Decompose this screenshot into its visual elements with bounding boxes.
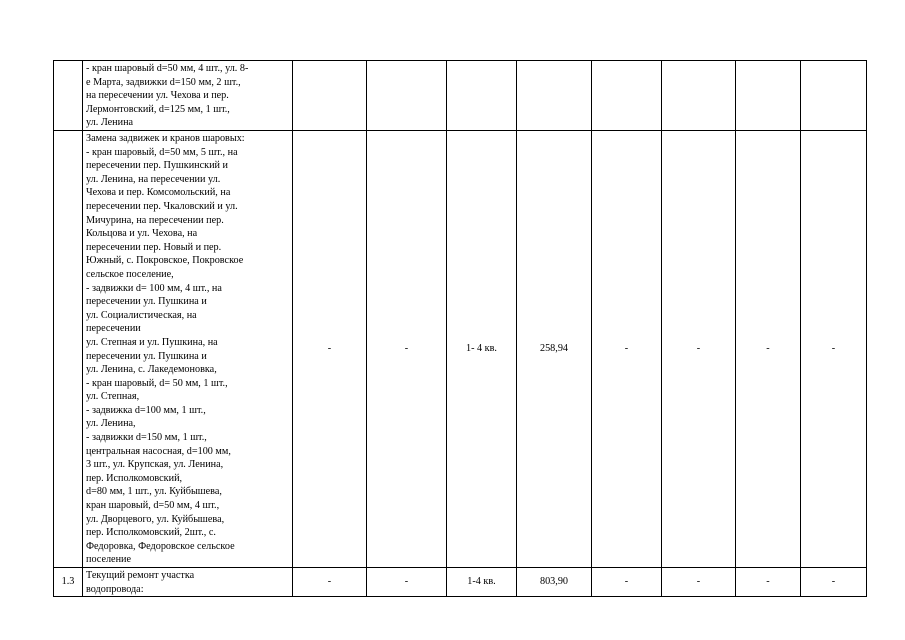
description-line: пер. Исполкомовский, 2шт., с. bbox=[86, 527, 216, 539]
value-cell-2 bbox=[367, 61, 447, 131]
value-cell-5 bbox=[592, 61, 662, 131]
table-row bbox=[54, 61, 867, 131]
description-line: пересечении пер. Новый и пер. bbox=[86, 241, 222, 253]
description-line: Замена задвижек и кранов шаровых: bbox=[86, 133, 245, 144]
description-line: ул. Степная, bbox=[86, 391, 140, 403]
value-cell-7: - bbox=[736, 131, 801, 568]
description-line: - задвижки d= 100 мм, 4 шт., на bbox=[86, 282, 222, 294]
description-line: пер. Исполкомовский, bbox=[86, 472, 183, 484]
row-number-cell: 1.3 bbox=[54, 568, 83, 597]
description-line: пересечении пер. Чкаловский и ул. bbox=[86, 200, 238, 212]
value-cell-8: - bbox=[801, 131, 867, 568]
row-number-cell bbox=[54, 131, 83, 568]
description-cell bbox=[83, 131, 293, 568]
description-line: Текущий ремонт участка bbox=[86, 570, 195, 581]
description-line: Лермонтовский, d=125 мм, 1 шт., bbox=[86, 103, 230, 115]
description-line: - кран шаровый d=50 мм, 4 шт., ул. 8- bbox=[86, 63, 249, 74]
value-cell-3: 1- 4 кв. bbox=[447, 131, 517, 568]
description-line: поселение bbox=[86, 554, 131, 566]
value-cell-3 bbox=[447, 61, 517, 131]
value-cell-8: - bbox=[801, 568, 867, 597]
description-line: Кольцова и ул. Чехова, на bbox=[86, 228, 198, 240]
value-cell-8 bbox=[801, 61, 867, 131]
description-line: водопровода: bbox=[86, 583, 144, 595]
value-cell-5: - bbox=[592, 131, 662, 568]
value-cell-7 bbox=[736, 61, 801, 131]
description-line: ул. Дворцевого, ул. Куйбышева, bbox=[86, 513, 225, 525]
value-cell-6: - bbox=[662, 568, 736, 597]
description-line: пересечении bbox=[86, 323, 141, 335]
description-line: на пересечении ул. Чехова и пер. bbox=[86, 90, 229, 102]
description-line: е Марта, задвижки d=150 мм, 2 шт., bbox=[86, 76, 241, 88]
description-line: Мичурина, на пересечении пер. bbox=[86, 214, 224, 226]
value-cell-4: 803,90 bbox=[517, 568, 592, 597]
value-cell-1: - bbox=[293, 568, 367, 597]
description-line: пересечении пер. Пушкинский и bbox=[86, 160, 228, 172]
description-line: ул. Ленина, на пересечении ул. bbox=[86, 173, 221, 185]
description-line: d=80 мм, 1 шт., ул. Куйбышева, bbox=[86, 486, 222, 498]
value-cell-4: 258,94 bbox=[517, 131, 592, 568]
description-line: - задвижки d=150 мм, 1 шт., bbox=[86, 432, 207, 444]
value-cell-7: - bbox=[736, 568, 801, 597]
description-line: ул. Степная и ул. Пушкина, на bbox=[86, 336, 218, 348]
description-cell bbox=[83, 568, 293, 597]
description-line: - задвижка d=100 мм, 1 шт., bbox=[86, 404, 206, 416]
description-line: ул. Ленина, bbox=[86, 418, 136, 430]
description-line: ул. Социалистическая, на bbox=[86, 309, 197, 321]
description-line: центральная насосная, d=100 мм, bbox=[86, 445, 231, 457]
value-cell-2: - bbox=[367, 131, 447, 568]
value-cell-3: 1-4 кв. bbox=[447, 568, 517, 597]
description-line: Чехова и пер. Комсомольский, на bbox=[86, 187, 231, 199]
row-number-cell bbox=[54, 61, 83, 131]
description-cell bbox=[83, 61, 293, 131]
description-line: ул. Ленина bbox=[86, 117, 134, 129]
value-cell-6 bbox=[662, 61, 736, 131]
description-line: ул. Ленина, с. Лакедемоновка, bbox=[86, 364, 217, 376]
value-cell-1: - bbox=[293, 131, 367, 568]
description-line: - кран шаровый, d= 50 мм, 1 шт., bbox=[86, 377, 228, 389]
value-cell-5: - bbox=[592, 568, 662, 597]
document-table bbox=[53, 60, 867, 597]
description-line: пересечении ул. Пушкина и bbox=[86, 350, 207, 362]
description-line: пересечении ул. Пушкина и bbox=[86, 296, 207, 308]
value-cell-1 bbox=[293, 61, 367, 131]
value-cell-4 bbox=[517, 61, 592, 131]
value-cell-2: - bbox=[367, 568, 447, 597]
description-line: Южный, с. Покровское, Покровское bbox=[86, 255, 244, 267]
table-row bbox=[54, 568, 867, 597]
description-line: - кран шаровый, d=50 мм, 5 шт., на bbox=[86, 146, 238, 158]
value-cell-6: - bbox=[662, 131, 736, 568]
table-body bbox=[54, 61, 867, 597]
description-line: кран шаровый, d=50 мм, 4 шт., bbox=[86, 500, 220, 512]
description-line: сельское поселение, bbox=[86, 268, 174, 280]
table-row bbox=[54, 131, 867, 568]
description-line: Федоровка, Федоровское сельское bbox=[86, 540, 235, 552]
description-line: 3 шт., ул. Крупская, ул. Ленина, bbox=[86, 459, 224, 471]
